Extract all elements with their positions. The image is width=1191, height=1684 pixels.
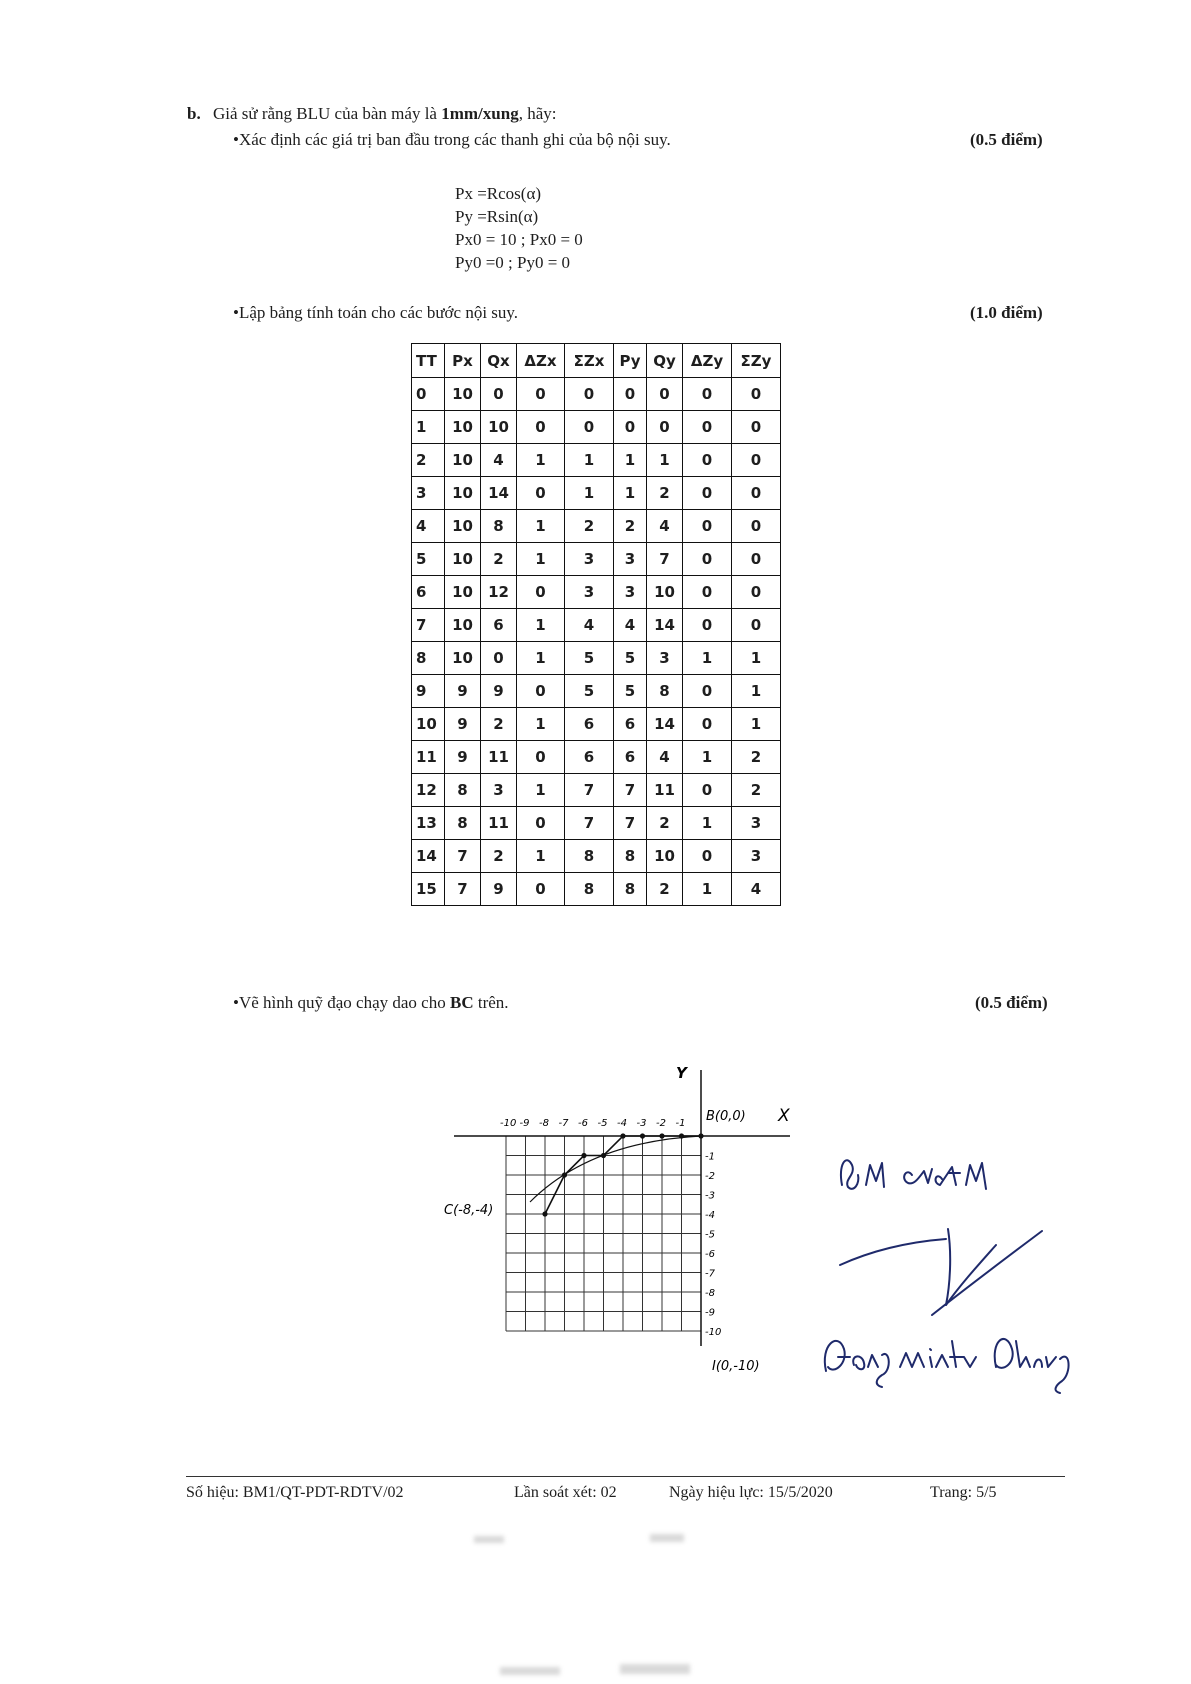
table-cell: 1 [517,774,565,807]
table-cell: 2 [481,840,517,873]
y-tick-label: -5 [705,1229,715,1241]
table-cell: 9 [481,873,517,906]
table-cell: 0 [517,741,565,774]
table-cell: 0 [683,411,732,444]
table-cell: 0 [517,873,565,906]
label-b: B(0,0) [706,1109,746,1124]
col-header: ΣZx [565,344,614,378]
axis-x-label: X [778,1106,790,1126]
table-cell: 10 [481,411,517,444]
table-cell: 4 [481,444,517,477]
table-cell: 0 [683,609,732,642]
table-cell: 0 [683,774,732,807]
y-tick-labels [705,1152,721,1339]
table-cell: 8 [565,873,614,906]
table-cell: 1 [517,708,565,741]
table-cell: 1 [614,444,647,477]
table-cell: 0 [647,411,683,444]
y-tick-label: -6 [705,1249,715,1260]
table-cell: 4 [614,609,647,642]
table-cell: 3 [565,576,614,609]
table-cell: 0 [732,411,781,444]
col-header: ΔZx [517,344,565,378]
table-cell: 7 [614,807,647,840]
table-cell: 11 [481,741,517,774]
table-cell: 0 [683,840,732,873]
table-cell: 9 [445,675,481,708]
table-cell: 2 [614,510,647,543]
table-cell: 3 [412,477,445,510]
table-cell: 5 [565,675,614,708]
table-cell: 3 [732,807,781,840]
y-tick-label: -7 [705,1268,715,1280]
table-cell: 1 [565,444,614,477]
col-header: ΣZy [732,344,781,378]
table-cell: 14 [481,477,517,510]
table-row [412,774,781,807]
table-cell: 14 [647,609,683,642]
table-cell: 9 [445,708,481,741]
table-cell: 0 [683,444,732,477]
table-cell: 8 [614,840,647,873]
table-cell: 10 [445,543,481,576]
toolpath-point [542,1211,547,1216]
toolpath-point [620,1133,625,1138]
scan-smudge [620,1664,690,1674]
table-cell: 5 [614,675,647,708]
table-cell: 1 [732,642,781,675]
axis-y-label: Y [676,1064,687,1082]
table-cell: 14 [647,708,683,741]
y-tick-label: -2 [705,1171,715,1182]
table-cell: 8 [647,675,683,708]
col-header: Qy [647,344,683,378]
col-header: Qx [481,344,517,378]
table-cell: 0 [517,675,565,708]
table-cell: 7 [614,774,647,807]
table-cell: 15 [412,873,445,906]
footer-page: Trang: 5/5 [930,1484,997,1501]
table-row [412,609,781,642]
toolpath-point [679,1133,684,1138]
table-cell: 6 [614,741,647,774]
table-cell: 0 [732,609,781,642]
toolpath-point [640,1133,645,1138]
table-cell: 3 [647,642,683,675]
table-cell: 11 [481,807,517,840]
table-cell: 0 [517,807,565,840]
table-row [412,807,781,840]
task2-points: (1.0 điểm) [970,303,1043,322]
table-header-row [412,344,781,378]
footer-effective: Ngày hiệu lực: 15/5/2020 [669,1484,833,1501]
toolpath-point [698,1133,703,1138]
table-cell: 10 [445,378,481,411]
table-cell: 9 [481,675,517,708]
table-cell: 1 [683,642,732,675]
table-cell: 2 [412,444,445,477]
table-cell: 4 [732,873,781,906]
table-cell: 10 [445,576,481,609]
x-tick-label: -9 [519,1118,530,1129]
table-cell: 0 [517,477,565,510]
intro-prefix: Giả sử rằng BLU của bàn máy là [212,104,442,123]
table-cell: 7 [445,873,481,906]
table-row [412,510,781,543]
table-cell: 0 [732,477,781,510]
footer-revision: Lần soát xét: 02 [514,1484,617,1501]
table-cell: 1 [517,444,565,477]
table-cell: 4 [647,741,683,774]
table-cell: 2 [647,477,683,510]
table-cell: 0 [683,477,732,510]
y-tick-label: -9 [705,1307,715,1319]
table-row [412,576,781,609]
table-cell: 1 [683,741,732,774]
table-row [412,477,781,510]
footer-code: Số hiệu: BM1/QT-PDT-RDTV/02 [186,1484,404,1501]
table-cell: 1 [614,477,647,510]
table-cell: 6 [565,708,614,741]
col-header: Py [614,344,647,378]
table-cell: 10 [445,642,481,675]
table-cell: 8 [445,807,481,840]
table-cell: 0 [517,576,565,609]
x-tick-label: -8 [539,1118,549,1129]
task3-prefix: •Vẽ hình quỹ đạo chạy dao cho [233,993,450,1012]
table-cell: 10 [412,708,445,741]
table-cell: 1 [732,675,781,708]
scan-smudge [474,1536,504,1543]
table-cell: 10 [647,840,683,873]
label-i: I(0,-10) [712,1359,760,1374]
table-cell: 3 [565,543,614,576]
table-cell: 6 [614,708,647,741]
task1-points: (0.5 điểm) [970,130,1043,149]
table-row [412,708,781,741]
signature [820,1135,1140,1395]
table-cell: 0 [732,378,781,411]
table-cell: 1 [683,807,732,840]
table-row [412,642,781,675]
table-cell: 8 [412,642,445,675]
x-tick-label: -6 [578,1118,588,1129]
table-cell: 10 [445,609,481,642]
formula-px: Px =Rcos(α) [455,184,542,203]
table-cell: 1 [647,444,683,477]
table-cell: 3 [614,543,647,576]
table-cell: 11 [412,741,445,774]
table-cell: 4 [412,510,445,543]
table-cell: 10 [445,510,481,543]
table-cell: 0 [481,642,517,675]
table-cell: 1 [683,873,732,906]
table-cell: 1 [517,543,565,576]
toolpath-point [659,1133,664,1138]
section-intro [187,104,556,124]
formula-px0: Px0 = 10 ; Px0 = 0 [455,230,583,249]
table-cell: 4 [565,609,614,642]
table-row [412,741,781,774]
table-cell: 14 [412,840,445,873]
table-cell: 5 [565,642,614,675]
table-cell: 7 [647,543,683,576]
table-cell: 8 [445,774,481,807]
table-cell: 0 [517,378,565,411]
table-cell: 0 [732,576,781,609]
table-cell: 0 [565,411,614,444]
x-tick-label: -2 [656,1118,666,1129]
table-cell: 1 [517,609,565,642]
toolpath-point [601,1153,606,1158]
table-cell: 10 [647,576,683,609]
table-cell: 3 [732,840,781,873]
table-row [412,675,781,708]
table-cell: 1 [517,510,565,543]
table-cell: 7 [445,840,481,873]
table-cell: 2 [732,741,781,774]
x-tick-labels [500,1118,685,1129]
footer-rule [186,1476,1065,1477]
task3-points: (0.5 điểm) [975,993,1048,1012]
initial-values-formulas [455,182,583,274]
scan-smudge [500,1667,560,1675]
table-row [412,873,781,906]
x-tick-label: -1 [675,1118,686,1129]
task3-bold: BC [449,993,474,1012]
table-cell: 7 [412,609,445,642]
y-tick-label: -10 [705,1327,722,1338]
table-cell: 1 [565,477,614,510]
toolpath-point [562,1172,567,1177]
table-cell: 3 [614,576,647,609]
interpolation-table [411,343,781,906]
x-tick-label: -4 [617,1118,627,1129]
scan-smudge [650,1534,684,1542]
label-c: C(-8,-4) [444,1203,494,1218]
table-cell: 12 [481,576,517,609]
sketch-grid [506,1136,701,1331]
table-row [412,543,781,576]
table-cell: 4 [647,510,683,543]
table-cell: 0 [683,510,732,543]
table-cell: 0 [683,576,732,609]
table-cell: 2 [481,708,517,741]
table-cell: 8 [481,510,517,543]
table-cell: 9 [445,741,481,774]
table-cell: 0 [517,411,565,444]
table-cell: 0 [683,708,732,741]
table-cell: 2 [565,510,614,543]
table-cell: 2 [732,774,781,807]
table-cell: 0 [614,378,647,411]
table-cell: 13 [412,807,445,840]
toolpath-sketch [440,1050,810,1390]
intro-bold: 1mm/xung [441,104,519,123]
x-tick-label: -10 [500,1118,517,1129]
table-cell: 6 [412,576,445,609]
y-tick-label: -1 [705,1151,715,1163]
table-cell: 0 [732,444,781,477]
table-cell: 10 [445,444,481,477]
table-row [412,411,781,444]
table-cell: 1 [517,840,565,873]
x-tick-label: -7 [558,1118,569,1129]
y-tick-label: -8 [705,1288,715,1299]
formula-py0: Py0 =0 ; Py0 = 0 [455,253,571,272]
table-cell: 6 [481,609,517,642]
x-tick-label: -3 [636,1118,647,1129]
task2-text: •Lập bảng tính toán cho các bước nội suy. [233,303,519,322]
table-cell: 12 [412,774,445,807]
col-header: TT [412,344,445,378]
table-cell: 5 [614,642,647,675]
table-cell: 3 [481,774,517,807]
table-cell: 2 [481,543,517,576]
table-cell: 0 [647,378,683,411]
col-header: Px [445,344,481,378]
intro-suffix: , hãy: [518,104,557,123]
table-cell: 0 [732,510,781,543]
table-cell: 7 [565,807,614,840]
table-cell: 2 [647,873,683,906]
formula-py: Py =Rsin(α) [455,207,539,226]
table-cell: 5 [412,543,445,576]
task3-text [233,993,509,1013]
y-tick-label: -4 [705,1210,715,1221]
task1-text: •Xác định các giá trị ban đầu trong các thanh ghi của bộ nội suy. [233,130,671,149]
section-letter: b. [187,104,201,123]
table-cell: 11 [647,774,683,807]
task3-suffix: trên. [473,993,509,1012]
table-cell: 1 [732,708,781,741]
table-cell: 0 [732,543,781,576]
table-row [412,444,781,477]
table-cell: 9 [412,675,445,708]
table-cell: 0 [614,411,647,444]
table-row [412,840,781,873]
col-header: ΔZy [683,344,732,378]
table-cell: 2 [647,807,683,840]
table-cell: 1 [412,411,445,444]
table-cell: 7 [565,774,614,807]
x-tick-label: -5 [597,1118,608,1129]
table-cell: 0 [683,543,732,576]
table-cell: 0 [481,378,517,411]
table-cell: 8 [614,873,647,906]
table-cell: 10 [445,477,481,510]
toolpath-point [581,1153,586,1158]
table-cell: 10 [445,411,481,444]
table-row [412,378,781,411]
y-tick-label: -3 [705,1190,715,1202]
table-cell: 0 [565,378,614,411]
table-cell: 0 [412,378,445,411]
table-cell: 0 [683,378,732,411]
table-cell: 1 [517,642,565,675]
table-cell: 0 [683,675,732,708]
table-cell: 8 [565,840,614,873]
table-cell: 6 [565,741,614,774]
